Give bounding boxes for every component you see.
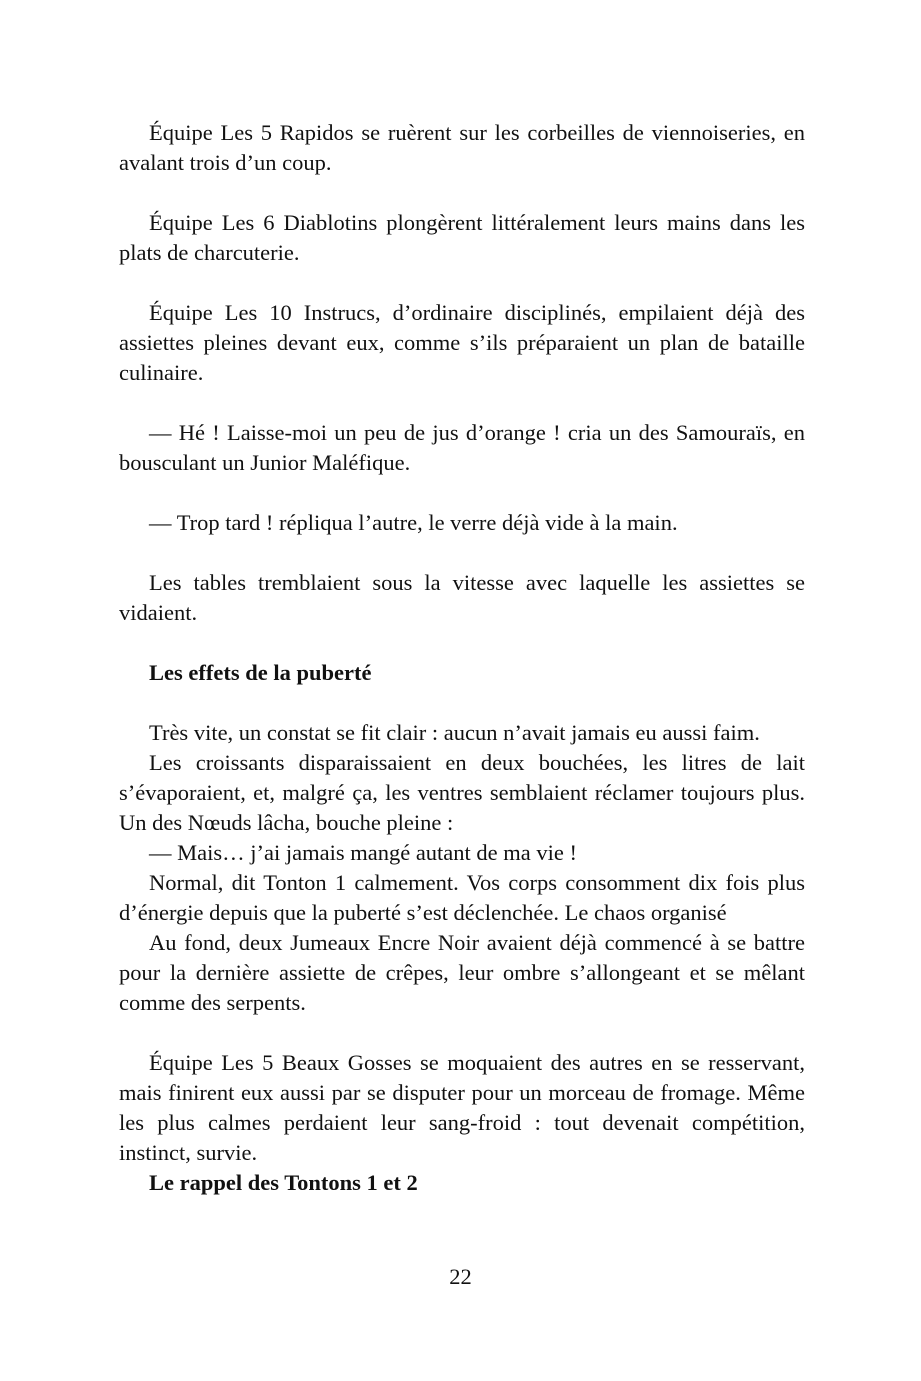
paragraph: Les tables tremblaient sous la vitesse avec laquelle les assiettes se vidaient. <box>119 570 805 625</box>
paragraph: Très vite, un constat se fit clair : aucun n’avait jamais eu aussi faim. <box>149 720 760 745</box>
dialogue-line: — Trop tard ! répliqua l’autre, le verre déjà vide à la main. <box>149 510 678 535</box>
page-body <box>119 118 805 1198</box>
dialogue-line: — Hé ! Laisse-moi un peu de jus d’orange ! cria un des Samouraïs, en bousculant un Junior Maléfique. <box>119 420 805 475</box>
paragraph: Équipe Les 10 Instrucs, d’ordinaire disciplinés, empilaient déjà des assiettes pleines devant eux, comme s’ils préparaient un plan de bataille culinaire. <box>119 300 805 385</box>
page-number: 22 <box>449 1264 472 1289</box>
dialogue-line: — Mais… j’ai jamais mangé autant de ma vie ! <box>149 840 577 865</box>
paragraph: Les croissants disparaissaient en deux bouchées, les litres de lait s’évaporaient, et, malgré ça, les ventres semblaient réclamer toujours plus. Un des Nœuds lâcha, bouche pleine : <box>119 750 805 835</box>
paragraph: Au fond, deux Jumeaux Encre Noir avaient déjà commencé à se battre pour la dernière assiette de crêpes, leur ombre s’allongeant et se mêlant comme des serpents. <box>119 930 805 1015</box>
paragraph: Équipe Les 5 Beaux Gosses se moquaient des autres en se resservant, mais finirent eux aussi par se disputer pour un morceau de fromage. Même les plus calmes perdaient leur sang-froid : tout devenait compétition, instinct, survie. <box>119 1050 805 1165</box>
paragraph: Équipe Les 5 Rapidos se ruèrent sur les corbeilles de viennoiseries, en avalant trois d’un coup. <box>119 120 805 175</box>
paragraph: Normal, dit Tonton 1 calmement. Vos corps consomment dix fois plus d’énergie depuis que la puberté s’est déclenchée. Le chaos organisé <box>119 870 805 925</box>
section-heading: Le rappel des Tontons 1 et 2 <box>149 1170 418 1195</box>
paragraph: Équipe Les 6 Diablotins plongèrent littéralement leurs mains dans les plats de charcuterie. <box>119 210 805 265</box>
section-heading: Les effets de la puberté <box>149 660 372 685</box>
